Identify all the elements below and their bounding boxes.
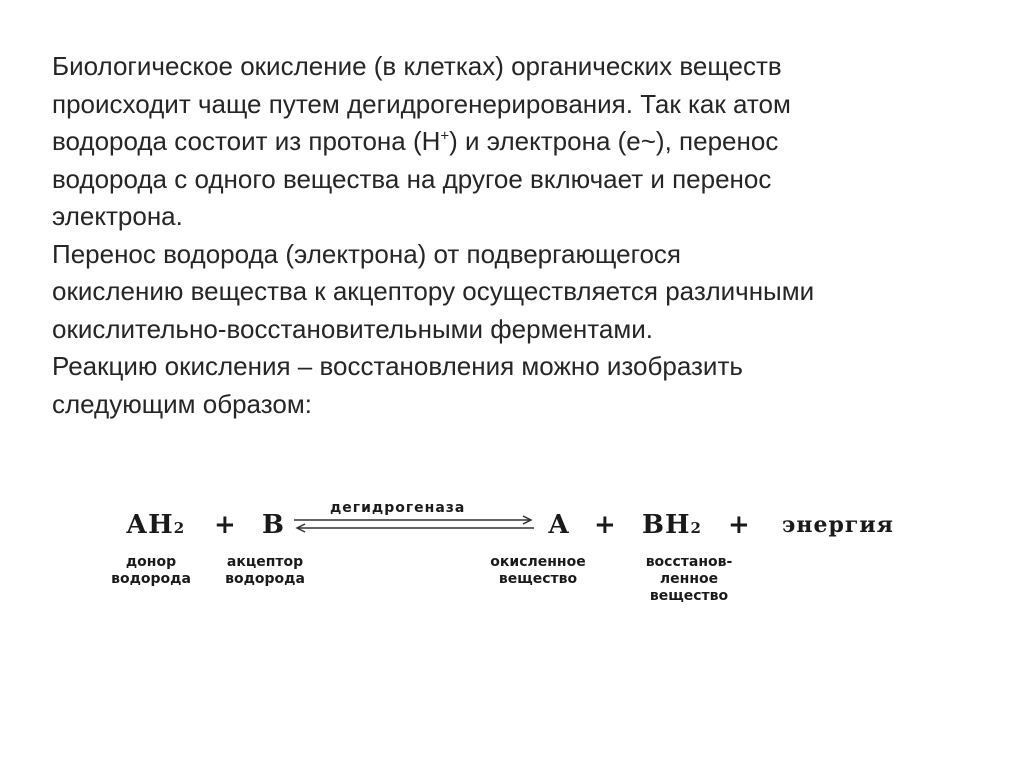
bh2-subscript: 2 — [690, 519, 702, 537]
oxidized-label: окисленное вещество — [490, 554, 586, 587]
text-line: Перенос водорода (электрона) от подвергающегося — [52, 238, 682, 269]
ah2-base: АН — [126, 510, 174, 540]
paragraph-3 — [52, 348, 992, 423]
text-line: окислительно-восстановительными ферментами. — [52, 313, 653, 344]
paragraph-2 — [52, 236, 992, 349]
product-a: А — [548, 510, 571, 540]
acceptor-label: акцептор водорода — [225, 554, 305, 587]
text-line: окислению вещества к акцептору осуществляется различными — [52, 276, 815, 306]
text-line: Реакцию окисления – восстановления можно изобразить — [52, 351, 743, 381]
plus-sign: + — [214, 510, 237, 540]
bh2-base: ВН — [642, 510, 691, 540]
text-line: электрона. — [52, 201, 183, 231]
slide-body-text — [52, 48, 992, 423]
donor-label: донор водорода — [111, 554, 191, 587]
text-fragment: ) и электрона (е~), перенос — [449, 126, 779, 156]
product-bh2 — [642, 510, 702, 540]
text-line: водорода с одного вещества на другое включает и перенос — [52, 163, 772, 194]
plus-sign: + — [594, 510, 617, 540]
reaction-equation — [0, 492, 1024, 612]
superscript-plus: + — [440, 127, 450, 145]
text-fragment: водорода состоит из протона (Н — [52, 126, 441, 156]
ah2-subscript: 2 — [173, 519, 186, 537]
reduced-label: восстанов- ленное вещество — [645, 554, 733, 604]
text-line — [52, 123, 992, 161]
text-line: Биологическое окисление (в клетках) органических веществ — [52, 51, 782, 81]
text-line: следующим образом: — [52, 388, 312, 419]
energy-term: энергия — [782, 512, 894, 538]
reversible-arrow-icon — [290, 514, 538, 534]
text-line: происходит чаще путем дегидрогенерирования. Так как атом — [52, 88, 791, 119]
reactant-ah2 — [126, 510, 185, 540]
plus-sign: + — [728, 510, 751, 540]
enzyme-label: дегидрогеназа — [330, 500, 466, 516]
reactant-b: В — [262, 510, 285, 540]
paragraph-1 — [52, 48, 992, 236]
